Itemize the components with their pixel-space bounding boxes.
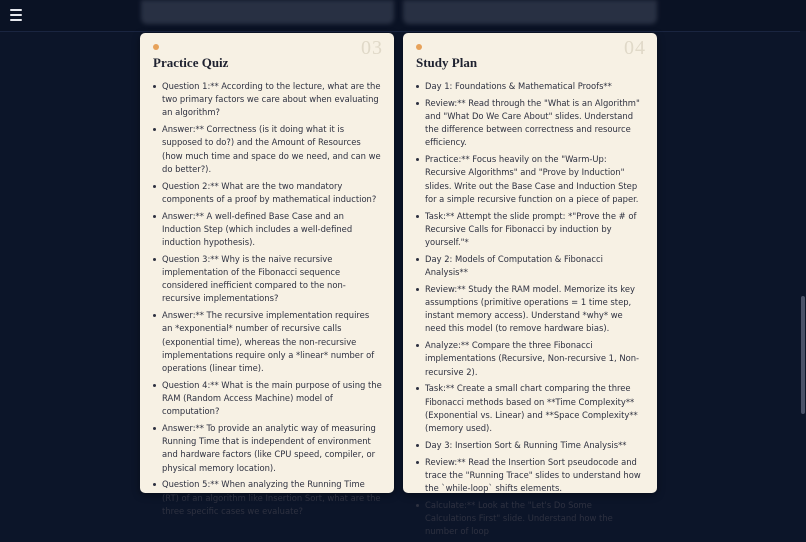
card-number: 04: [624, 37, 646, 59]
card-accent-dot: [153, 44, 159, 50]
hamburger-menu-icon[interactable]: [10, 9, 22, 21]
list-item: Task:** Create a small chart comparing the three Fibonacci methods based on **Time Complexity** (Exponential vs. Linear) and **Space Complexity** (memory used).: [415, 382, 645, 435]
list-item: Question 5:** When analyzing the Running Time (RT) of an algorithm like Insertion Sort, what are the three specific cases we evaluate?: [152, 478, 382, 518]
list-item: Review:** Read through the "What is an Algorithm" and "What Do We Care About" slides. Understand the difference between correctness and resource efficiency.: [415, 97, 645, 150]
list-item: Answer:** The recursive implementation requires an *exponential* number of recursive calls (exponential time), whereas the non-recursive implementations require only a *linear* number of operations (linear time).: [152, 309, 382, 375]
card-item-list: [415, 80, 645, 542]
page-scrollbar[interactable]: [800, 31, 806, 476]
card-number: 03: [361, 37, 383, 59]
list-item: Review:** Read the Insertion Sort pseudocode and trace the "Running Trace" slides to understand how the `while-loop` shifts elements.: [415, 456, 645, 496]
list-item: Practice:** Focus heavily on the "Warm-Up: Recursive Algorithms" and "Prove by Induction" slides. Write out the Base Case and Induction Step for a simple recursive function on a piece of paper.: [415, 153, 645, 206]
list-item: Question 2:** What are the two mandatory components of a proof by mathematical induction?: [152, 180, 382, 206]
practice-quiz-card: [140, 33, 394, 516]
list-item: Calculate:** Look at the "Let's Do Some Calculations First" slide. Understand how the number of loop: [415, 499, 645, 539]
list-item: Answer:** A well-defined Base Case and an Induction Step (which includes a well-defined induction hypothesis).: [152, 210, 382, 250]
list-item: Task:** Attempt the slide prompt: *"Prove the # of Recursive Calls for Fibonacci by induction by yourself."*: [415, 210, 645, 250]
list-item: Answer:** To provide an analytic way of measuring Running Time that is independent of environment and hardware factors (like CPU speed, compiler, or physical memory location).: [152, 422, 382, 475]
study-plan-card: [403, 33, 657, 537]
list-item: Answer:** Correctness (is it doing what it is supposed to do?) and the Amount of Resources (how much time and space do we need, and can we do better?).: [152, 123, 382, 176]
card-title: Practice Quiz: [153, 55, 229, 70]
list-item: Question 4:** What is the main purpose of using the RAM (Random Access Machine) model of computation?: [152, 379, 382, 419]
card-item-list: [152, 80, 382, 522]
card-accent-dot: [416, 44, 422, 50]
list-item: Question 1:** According to the lecture, what are the two primary factors we care about when evaluating an algorithm?: [152, 80, 382, 120]
list-item: Analyze:** Compare the three Fibonacci implementations (Recursive, Non-recursive 1, Non-recursive 2).: [415, 339, 645, 379]
list-item: Review:** Study the RAM model. Memorize its key assumptions (primitive operations = 1 time step, instant memory access). Understand *why* we need this model (to remove hardware bias).: [415, 283, 645, 336]
card-title: Study Plan: [416, 55, 478, 70]
previous-card-ghost: [403, 0, 657, 24]
list-item: Day 2: Models of Computation & Fibonacci Analysis**: [415, 253, 645, 279]
scrollbar-thumb[interactable]: [801, 296, 805, 414]
list-item: Question 3:** Why is the naive recursive implementation of the Fibonacci sequence considered inefficient compared to the non-recursive implementations?: [152, 253, 382, 306]
list-item: Day 1: Foundations & Mathematical Proofs**: [415, 80, 645, 93]
previous-card-ghost: [141, 0, 394, 24]
list-item: Day 3: Insertion Sort & Running Time Analysis**: [415, 439, 645, 452]
